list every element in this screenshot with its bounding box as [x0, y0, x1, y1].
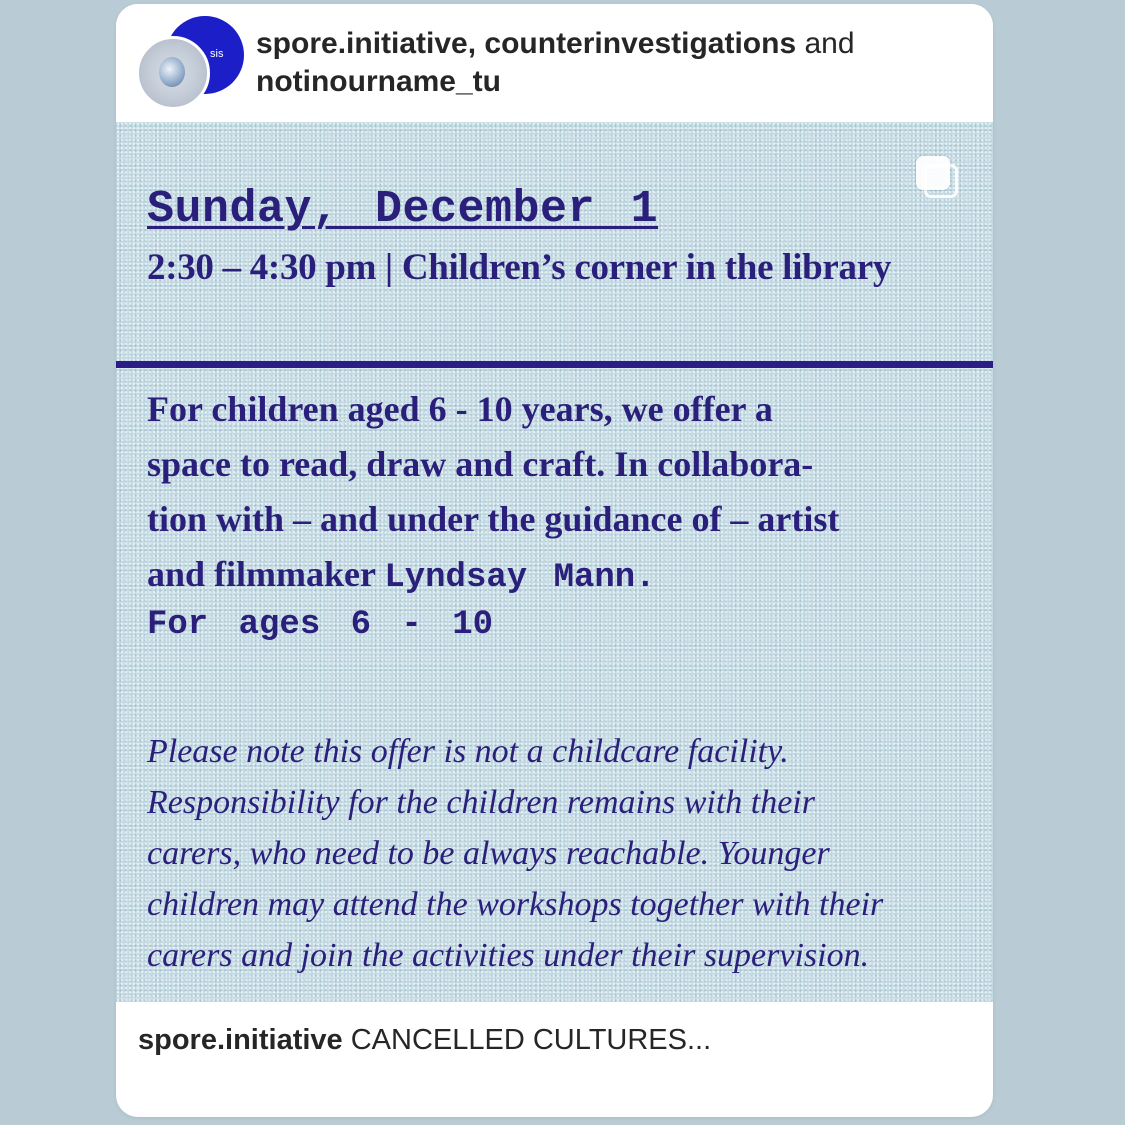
post-image[interactable] [116, 122, 993, 1002]
description-line [147, 547, 977, 606]
description-line: space to read, draw and craft. In collabora- [147, 444, 814, 484]
note-line: carers, who need to be always reachable. Younger [147, 835, 830, 872]
note-line: children may attend the workshops together with their [147, 886, 884, 923]
collaborator-username-2[interactable]: notinourname_tu [256, 65, 501, 98]
collaborators-line: spore.initiative, counterinvestigations and notinourname_tu [256, 27, 855, 98]
description-prefix: and filmmaker [147, 554, 385, 594]
event-time-location: 2:30 – 4:30 pm | Children’s corner in the library [147, 247, 892, 288]
care-note [147, 726, 977, 981]
note-line: Responsibility for the children remains with their [147, 784, 815, 821]
age-range: For ages 6 - 10 [147, 606, 494, 644]
post-caption[interactable] [138, 1022, 968, 1058]
note-line: Please note this offer is not a childcare facility. [147, 733, 789, 770]
carousel-icon [916, 156, 962, 202]
note-line: carers and join the activities under their supervision. [147, 937, 870, 974]
avatar-badge-text: sis [210, 48, 224, 60]
post-header [116, 4, 993, 122]
collaborator-username[interactable]: counterinvestigations [484, 27, 797, 60]
divider [116, 361, 993, 368]
post-card [116, 4, 993, 1117]
author-avatar [136, 36, 210, 110]
artist-name: Lyndsay Mann. [384, 559, 656, 597]
and-word: and [804, 27, 855, 60]
description-line: tion with – and under the guidance of – artist [147, 499, 840, 539]
caption-text: CANCELLED CULTURES... [350, 1024, 712, 1056]
author-username[interactable]: spore.initiative [256, 27, 468, 60]
event-date: Sunday, December 1 [147, 184, 659, 235]
description-line: For children aged 6 - 10 years, we offer a [147, 389, 773, 429]
profile-avatar[interactable] [136, 12, 246, 112]
caption-username[interactable]: spore.initiative [138, 1024, 343, 1056]
event-description [147, 382, 977, 606]
